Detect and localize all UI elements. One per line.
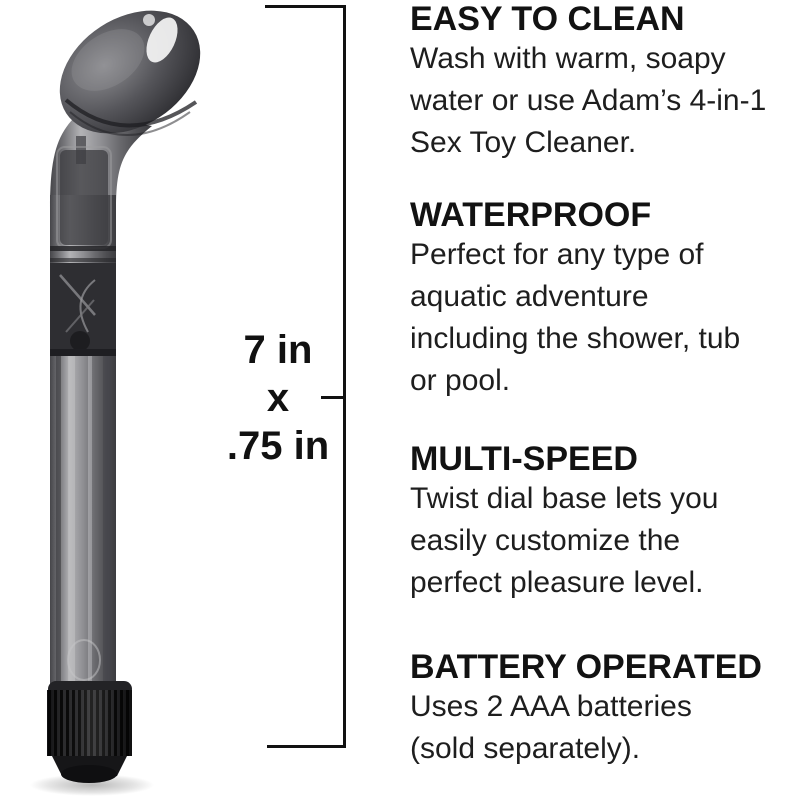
dimension-diameter: .75 in bbox=[226, 424, 330, 468]
feature-text-line: Perfect for any type of bbox=[410, 238, 704, 271]
feature-text-line: or pool. bbox=[410, 364, 511, 397]
shaft-seam bbox=[50, 246, 116, 251]
feature-text-line: aquatic adventure bbox=[410, 280, 649, 313]
feature-heading: EASY TO CLEAN bbox=[410, 0, 685, 38]
dimension-label bbox=[212, 326, 344, 470]
head-highlight bbox=[143, 14, 155, 26]
band-seam bbox=[50, 349, 116, 356]
motor-capsule bbox=[60, 150, 108, 245]
feature-list bbox=[410, 0, 796, 770]
shaft-streak bbox=[103, 356, 111, 686]
feature-section-waterproof bbox=[410, 196, 796, 402]
feature-text-line: Wash with warm, soapy bbox=[410, 42, 726, 75]
feature-text-line: perfect pleasure level. bbox=[410, 566, 704, 599]
product-photo bbox=[0, 0, 240, 800]
feature-text-line: Sex Toy Cleaner. bbox=[410, 126, 637, 159]
shaft-streak bbox=[88, 356, 92, 686]
twist-dial-base bbox=[47, 681, 132, 783]
feature-text-line: Twist dial base lets you bbox=[410, 482, 719, 515]
dimension-bracket-top-tick bbox=[265, 5, 346, 8]
feature-text-line: including the shower, tub bbox=[410, 322, 741, 355]
feature-section-multi-speed bbox=[410, 440, 796, 604]
shaft-streak bbox=[68, 356, 75, 686]
feature-heading: MULTI-SPEED bbox=[410, 440, 638, 478]
gear-blob bbox=[70, 331, 90, 351]
shaft-seam bbox=[50, 258, 116, 262]
feature-heading: WATERPROOF bbox=[410, 196, 652, 234]
feature-section-battery-operated bbox=[410, 648, 796, 770]
feature-section-easy-to-clean bbox=[410, 0, 796, 164]
dimension-bracket-bottom-tick bbox=[267, 745, 346, 748]
shaft-streak bbox=[56, 356, 61, 686]
feature-text-line: Uses 2 AAA batteries bbox=[410, 690, 692, 723]
feature-text-line: (sold separately). bbox=[410, 732, 641, 765]
feature-heading: BATTERY OPERATED bbox=[410, 648, 762, 686]
feature-text-line: easily customize the bbox=[410, 524, 681, 557]
dimension-separator: x bbox=[266, 376, 290, 420]
dimension-length: 7 in bbox=[243, 328, 313, 372]
feature-text-line: water or use Adam’s 4-in-1 bbox=[410, 84, 767, 117]
